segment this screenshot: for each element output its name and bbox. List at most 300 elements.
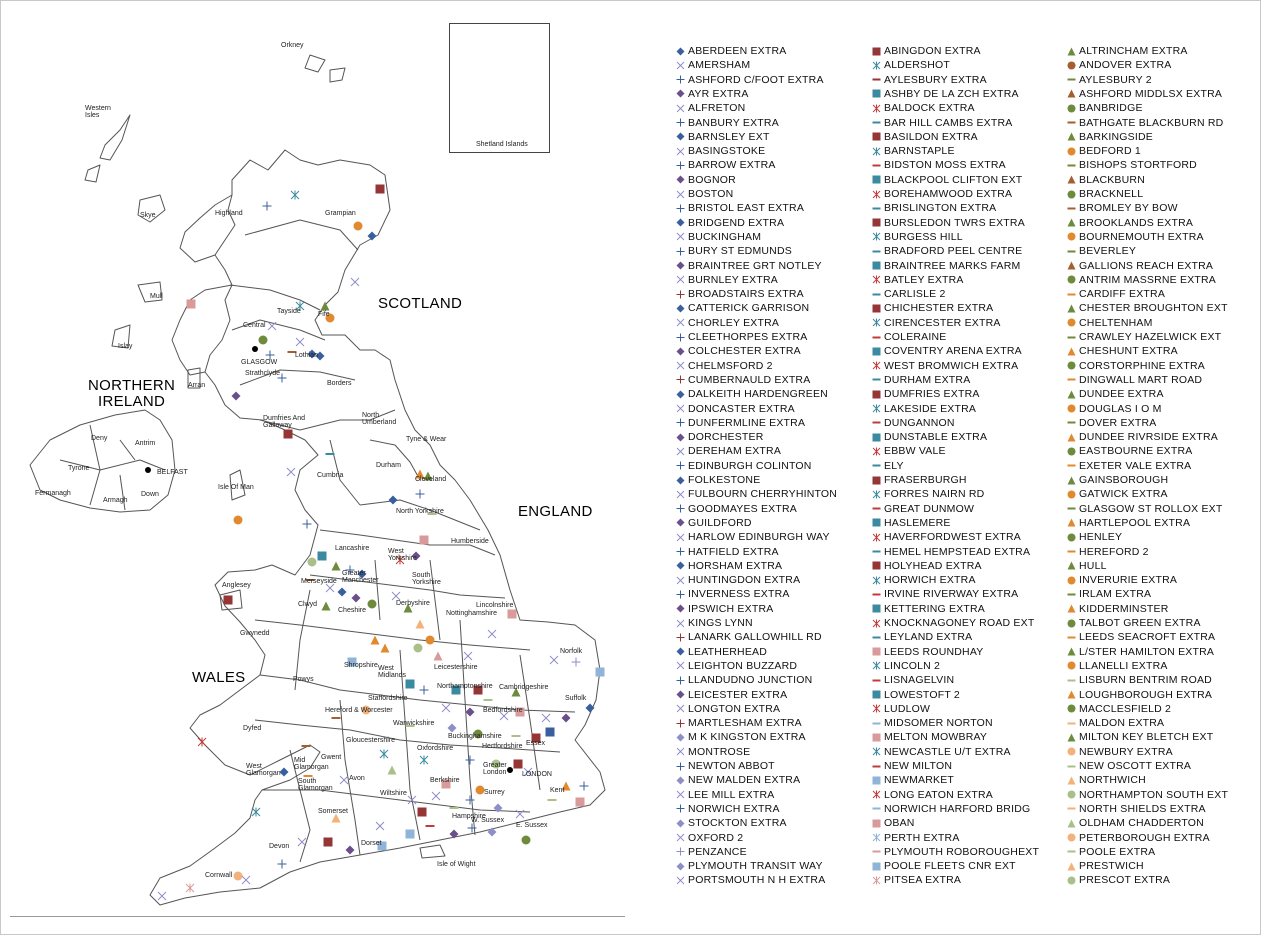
legend-marker-icon: [1067, 218, 1076, 227]
legend-marker-icon: [1067, 733, 1076, 742]
legend-label: BARNSLEY EXT: [688, 130, 770, 143]
legend-marker-icon: [1067, 418, 1076, 427]
region-label: Fife: [318, 311, 330, 318]
store-marker: [508, 610, 517, 619]
store-marker: [332, 717, 341, 719]
legend-label: CATTERICK GARRISON: [688, 302, 810, 315]
legend-item: [872, 287, 946, 301]
legend-label: DONCASTER EXTRA: [688, 402, 795, 415]
legend-marker-icon: [1067, 404, 1076, 413]
region-label: Dorset: [361, 840, 382, 847]
legend-marker-icon: [676, 232, 685, 241]
legend-label: M K KINGSTON EXTRA: [688, 731, 806, 744]
legend-item: [1067, 273, 1216, 287]
legend-item: [676, 301, 809, 315]
legend-label: ASHBY DE LA ZCH EXTRA: [884, 87, 1019, 100]
legend-item: [676, 759, 775, 773]
region-label: Derbyshire: [396, 600, 430, 607]
legend-item: [676, 187, 733, 201]
legend-item: [872, 602, 985, 616]
store-marker: [352, 594, 361, 603]
legend-marker-icon: [1067, 333, 1076, 342]
store-marker: [368, 600, 377, 609]
legend-label: DOVER EXTRA: [1079, 416, 1157, 429]
store-marker: [488, 828, 497, 837]
store-marker: [542, 714, 550, 722]
legend-marker-icon: [872, 876, 881, 885]
legend-label: PERTH EXTRA: [884, 831, 960, 844]
store-marker: [381, 644, 390, 653]
legend-item: [676, 859, 823, 873]
legend-marker-icon: [872, 661, 881, 670]
legend-marker-icon: [872, 433, 881, 442]
legend-item: [676, 259, 822, 273]
legend-item: [872, 173, 1022, 187]
legend-label: AMERSHAM: [688, 59, 751, 72]
store-marker: [326, 584, 334, 592]
legend-item: [872, 316, 1001, 330]
legend-item: [872, 802, 1030, 816]
legend-item: [676, 444, 781, 458]
legend-item: [872, 301, 993, 315]
legend-item: [1067, 659, 1168, 673]
legend-item: [872, 673, 954, 687]
legend-label: BIDSTON MOSS EXTRA: [884, 159, 1006, 172]
legend-marker-icon: [676, 819, 685, 828]
legend-marker-icon: [676, 147, 685, 156]
legend-item: [676, 716, 802, 730]
store-marker: [464, 652, 472, 660]
region-label: Avon: [349, 775, 365, 782]
legend-label: POOLE FLEETS CNR EXT: [884, 860, 1016, 873]
legend-item: [1067, 87, 1222, 101]
legend-marker-icon: [1067, 190, 1076, 199]
legend-label: PETERBOROUGH EXTRA: [1079, 831, 1210, 844]
legend-item: [676, 387, 828, 401]
store-marker: [416, 620, 425, 629]
legend-item: [1067, 316, 1153, 330]
region-label: Hertfordshire: [482, 743, 523, 750]
region-label: Shetland Islands: [476, 141, 528, 148]
region-label: West Glamorgan: [246, 763, 281, 777]
legend-marker-icon: [872, 819, 881, 828]
legend-item: [676, 745, 750, 759]
legend-label: ELY: [884, 459, 904, 472]
legend-marker-icon: [872, 862, 881, 871]
region-label: Gwent: [321, 754, 342, 761]
legend-item: [1067, 616, 1201, 630]
legend-marker-icon: [872, 604, 881, 613]
legend-marker-icon: [872, 504, 881, 513]
western-isles: [100, 115, 130, 160]
region-label: Hereford & Worcester: [325, 707, 393, 714]
shetland-inset: [449, 23, 550, 153]
region-label: Hampshire: [452, 813, 486, 820]
legend-label: CHELTENHAM: [1079, 316, 1153, 329]
legend-label: LISBURN BENTRIM ROAD: [1079, 674, 1212, 687]
legend-item: [1067, 873, 1170, 887]
legend-marker-icon: [676, 518, 685, 527]
store-marker: [466, 708, 475, 717]
legend-label: ASHFORD MIDDLSX EXTRA: [1079, 87, 1223, 100]
legend-item: [872, 716, 993, 730]
legend-marker-icon: [676, 490, 685, 499]
legend-marker-icon: [872, 132, 881, 141]
legend-item: [1067, 831, 1210, 845]
region-label: Greater Manchester: [342, 570, 379, 584]
legend-marker-icon: [676, 619, 685, 628]
legend-label: NEWCASTLE U/T EXTRA: [884, 745, 1011, 758]
region-label: Skye: [140, 212, 156, 219]
legend-marker-icon: [676, 690, 685, 699]
store-marker: [466, 796, 475, 805]
legend-marker-icon: [676, 375, 685, 384]
region-label: Powys: [293, 676, 314, 683]
legend-item: [676, 158, 776, 172]
legend-item: [1067, 516, 1190, 530]
store-marker: [418, 808, 427, 817]
legend-marker-icon: [872, 719, 881, 728]
legend-marker-icon: [1067, 619, 1076, 628]
legend-item: [676, 244, 792, 258]
legend-label: DUNSTABLE EXTRA: [884, 431, 988, 444]
legend-label: STOCKTON EXTRA: [688, 817, 787, 830]
legend-item: [872, 459, 904, 473]
legend-marker-icon: [872, 47, 881, 56]
region-label: Suffolk: [565, 695, 587, 702]
store-marker: [450, 830, 459, 839]
legend-label: KIDDERMINSTER: [1079, 602, 1169, 615]
legend-marker-icon: [1067, 461, 1076, 470]
legend-label: LEYLAND EXTRA: [884, 631, 973, 644]
legend-label: PORTSMOUTH N H EXTRA: [688, 874, 826, 887]
legend-marker-icon: [872, 447, 881, 456]
legend-marker-icon: [676, 776, 685, 785]
region-label: Cambridgeshire: [499, 684, 549, 691]
legend-label: MARTLESHAM EXTRA: [688, 717, 802, 730]
legend-item: [872, 831, 960, 845]
legend-item: [872, 645, 983, 659]
legend-item: [676, 230, 761, 244]
legend-label: DALKEITH HARDENGREEN: [688, 388, 828, 401]
legend-label: BARROW EXTRA: [688, 159, 776, 172]
legend-label: LOUGHBOROUGH EXTRA: [1079, 688, 1213, 701]
store-marker: [302, 745, 311, 747]
legend-marker-icon: [676, 318, 685, 327]
legend-label: GAINSBOROUGH: [1079, 474, 1169, 486]
legend-marker-icon: [1067, 790, 1076, 799]
legend-marker-icon: [676, 747, 685, 756]
region-label: Western Isles: [85, 105, 111, 119]
legend-label: GATWICK EXTRA: [1079, 488, 1168, 501]
store-marker: [414, 644, 423, 653]
legend-marker-icon: [872, 676, 881, 685]
great-britain-coast: [150, 150, 605, 905]
legend-item: [676, 201, 804, 215]
legend-item: [676, 587, 790, 601]
legend-item: [872, 344, 1022, 358]
legend-label: IRVINE RIVERWAY EXTRA: [884, 588, 1019, 601]
legend-marker-icon: [676, 719, 685, 728]
legend-item: [872, 330, 946, 344]
legend-marker-icon: [676, 75, 685, 84]
legend-item: [872, 416, 955, 430]
legend-item: [676, 58, 750, 72]
region-label: Orkney: [281, 42, 304, 49]
legend-item: [676, 344, 801, 358]
legend-item: [1067, 716, 1164, 730]
legend-item: [872, 273, 964, 287]
legend-label: HAVERFORDWEST EXTRA: [884, 531, 1022, 544]
legend-marker-icon: [1067, 747, 1076, 756]
legend-marker-icon: [1067, 762, 1076, 771]
legend-item: [676, 359, 773, 373]
legend-label: NEWMARKET: [884, 774, 955, 787]
store-marker: [354, 222, 363, 231]
region-label: North Umberland: [362, 412, 397, 426]
legend-item: [1067, 44, 1188, 58]
store-marker: [324, 838, 333, 847]
store-marker: [432, 792, 440, 800]
legend-item: [676, 216, 784, 230]
store-marker: [224, 596, 233, 605]
legend-item: [676, 673, 812, 687]
store-marker: [242, 876, 250, 884]
legend-marker-icon: [872, 561, 881, 570]
legend-marker-icon: [872, 232, 881, 241]
legend-marker-icon: [676, 261, 685, 270]
legend-marker-icon: [676, 104, 685, 113]
legend-item: [872, 702, 930, 716]
legend-marker-icon: [676, 190, 685, 199]
legend-marker-icon: [872, 790, 881, 799]
region-label: Strathclyde: [245, 370, 281, 377]
legend-label: KINGS LYNN: [688, 617, 753, 629]
legend-marker-icon: [872, 318, 881, 327]
legend-marker-icon: [1067, 533, 1076, 542]
legend-label: MELTON MOWBRAY: [884, 731, 988, 744]
country-label: ENGLAND: [518, 503, 593, 520]
store-marker: [420, 756, 428, 765]
legend-item: [676, 602, 773, 616]
legend-label: NORTHWICH: [1079, 774, 1146, 787]
store-marker: [259, 336, 268, 345]
legend-label: NORTH SHIELDS EXTRA: [1079, 802, 1206, 815]
legend-label: ALTRINCHAM EXTRA: [1079, 45, 1188, 57]
legend-label: NEW MILTON: [884, 760, 953, 772]
legend-marker-icon: [872, 161, 881, 170]
legend-item: [1067, 759, 1191, 773]
legend-label: INVERURIE EXTRA: [1079, 574, 1178, 587]
legend-label: LLANDUDNO JUNCTION: [688, 674, 813, 687]
legend-label: FULBOURN CHERRYHINTON: [688, 488, 838, 501]
store-marker: [562, 714, 571, 723]
legend-marker-icon: [872, 418, 881, 427]
legend-marker-icon: [1067, 275, 1076, 284]
legend-item: [1067, 359, 1205, 373]
legend-marker-icon: [1067, 161, 1076, 170]
legend-label: NORTHAMPTON SOUTH EXT: [1079, 788, 1229, 801]
legend-marker-icon: [1067, 104, 1076, 113]
legend-label: NORWICH EXTRA: [688, 802, 780, 815]
legend-label: LONG EATON EXTRA: [884, 788, 993, 801]
store-marker: [586, 704, 595, 713]
legend-item: [1067, 645, 1214, 659]
legend-label: CUMBERNAULD EXTRA: [688, 373, 811, 386]
legend-label: IRLAM EXTRA: [1079, 588, 1152, 601]
legend-marker-icon: [676, 704, 685, 713]
store-marker: [376, 185, 385, 194]
legend-label: LEEDS SEACROFT EXTRA: [1079, 631, 1216, 644]
legend-marker-icon: [676, 647, 685, 656]
legend-marker-icon: [676, 161, 685, 170]
legend-marker-icon: [872, 89, 881, 98]
legend-label: TALBOT GREEN EXTRA: [1079, 617, 1201, 629]
legend-label: LEEDS ROUNDHAY: [884, 645, 984, 658]
legend-item: [872, 616, 1034, 630]
legend-item: [1067, 173, 1145, 187]
legend-label: PRESTWICH: [1079, 860, 1144, 873]
legend-item: [1067, 158, 1197, 172]
legend-item: [872, 730, 987, 744]
legend-item: [676, 802, 780, 816]
legend-marker-icon: [1067, 804, 1076, 813]
legend-label: LUDLOW: [884, 702, 931, 715]
isle-of-wight: [420, 845, 445, 858]
legend-item: [872, 73, 987, 87]
legend-item: [872, 688, 960, 702]
legend-item: [872, 101, 975, 115]
region-label: Isle Of Man: [218, 484, 254, 491]
region-label: Clwyd: [298, 601, 318, 608]
legend-label: BALDOCK EXTRA: [884, 102, 975, 115]
legend-item: [1067, 859, 1144, 873]
legend-label: BRIDGEND EXTRA: [688, 216, 785, 229]
legend-item: [676, 645, 767, 659]
legend-item: [676, 773, 800, 787]
legend-label: CHORLEY EXTRA: [688, 316, 780, 329]
region-label: Lothian: [295, 352, 318, 359]
legend-item: [676, 144, 765, 158]
legend-marker-icon: [1067, 347, 1076, 356]
legend-marker-icon: [676, 762, 685, 771]
legend-label: DUNDEE RIVRSIDE EXTRA: [1079, 431, 1218, 444]
legend-item: [872, 759, 952, 773]
legend-label: BATLEY EXTRA: [884, 273, 964, 286]
legend-item: [872, 530, 1021, 544]
region-label: Humberside: [451, 538, 489, 545]
legend-marker-icon: [1067, 504, 1076, 513]
region-label: Merseyside: [301, 578, 337, 585]
store-marker: [522, 836, 531, 845]
legend-marker-icon: [1067, 61, 1076, 70]
legend-marker-icon: [872, 247, 881, 256]
legend-marker-icon: [872, 375, 881, 384]
legend-label: BARNSTAPLE: [884, 145, 955, 158]
legend-item: [1067, 745, 1173, 759]
legend-label: DUNDEE EXTRA: [1079, 388, 1164, 401]
legend-item: [1067, 387, 1164, 401]
legend-label: LEATHERHEAD: [688, 645, 768, 658]
legend-item: [676, 630, 822, 644]
legend-item: [676, 688, 787, 702]
legend-marker-icon: [1067, 433, 1076, 442]
region-label: Arran: [188, 382, 206, 389]
legend-item: [676, 330, 808, 344]
legend-item: [1067, 101, 1143, 115]
legend-item: [676, 788, 774, 802]
legend-marker-icon: [872, 833, 881, 842]
legend-label: GOODMAYES EXTRA: [688, 502, 797, 515]
store-marker: [338, 588, 347, 597]
legend-item: [872, 573, 976, 587]
legend-marker-icon: [1067, 175, 1076, 184]
legend-marker-icon: [872, 733, 881, 742]
legend-label: BOGNOR: [688, 173, 736, 186]
legend-marker-icon: [1067, 819, 1076, 828]
legend-marker-icon: [872, 547, 881, 556]
store-marker: [291, 191, 299, 200]
legend-item: [1067, 845, 1155, 859]
legend-label: BLACKPOOL CLIFTON EXT: [884, 173, 1023, 186]
legend-label: BARKINGSIDE: [1079, 130, 1153, 143]
legend-item: [1067, 545, 1149, 559]
legend-item: [872, 659, 940, 673]
store-marker: [546, 728, 555, 737]
legend-marker-icon: [1067, 204, 1076, 213]
legend-item: [676, 416, 805, 430]
legend-marker-icon: [676, 676, 685, 685]
region-label: Devon: [269, 843, 290, 850]
legend-label: BROMLEY BY BOW: [1079, 202, 1178, 215]
store-marker: [514, 760, 523, 769]
region-label: Durham: [376, 462, 401, 469]
store-marker: [406, 680, 415, 689]
legend-item: [676, 502, 797, 516]
legend-item: [872, 187, 1012, 201]
region-label: Isle of Wight: [437, 861, 476, 868]
legend-marker-icon: [676, 561, 685, 570]
region-label: Shropshire: [344, 662, 378, 669]
region-label: Kent: [550, 787, 565, 794]
legend-item: [676, 287, 804, 301]
legend-item: [872, 44, 981, 58]
store-marker: [304, 775, 313, 777]
legend-item: [1067, 630, 1215, 644]
legend-item: [872, 816, 915, 830]
legend-item: [676, 659, 797, 673]
store-marker: [346, 846, 355, 855]
legend-label: BASINGSTOKE: [688, 145, 766, 158]
legend-label: BURY ST EDMUNDS: [688, 245, 792, 258]
legend-item: [1067, 130, 1153, 144]
legend-label: OXFORD 2: [688, 831, 744, 844]
legend-item: [676, 87, 749, 101]
legend-marker-icon: [872, 490, 881, 499]
legend-label: EXETER VALE EXTRA: [1079, 459, 1192, 472]
legend-marker-icon: [872, 633, 881, 642]
legend-marker-icon: [1067, 604, 1076, 613]
legend-marker-icon: [1067, 89, 1076, 98]
legend-label: BEDFORD 1: [1079, 145, 1141, 158]
legend-label: ASHFORD C/FOOT EXTRA: [688, 73, 824, 86]
legend-marker-icon: [872, 847, 881, 856]
region-label: Lincolnshire: [476, 602, 514, 609]
legend-label: PITSEA EXTRA: [884, 874, 962, 887]
legend-label: BANBRIDGE: [1079, 102, 1143, 115]
region-label: Mull: [150, 293, 163, 300]
legend-marker-icon: [1067, 361, 1076, 370]
